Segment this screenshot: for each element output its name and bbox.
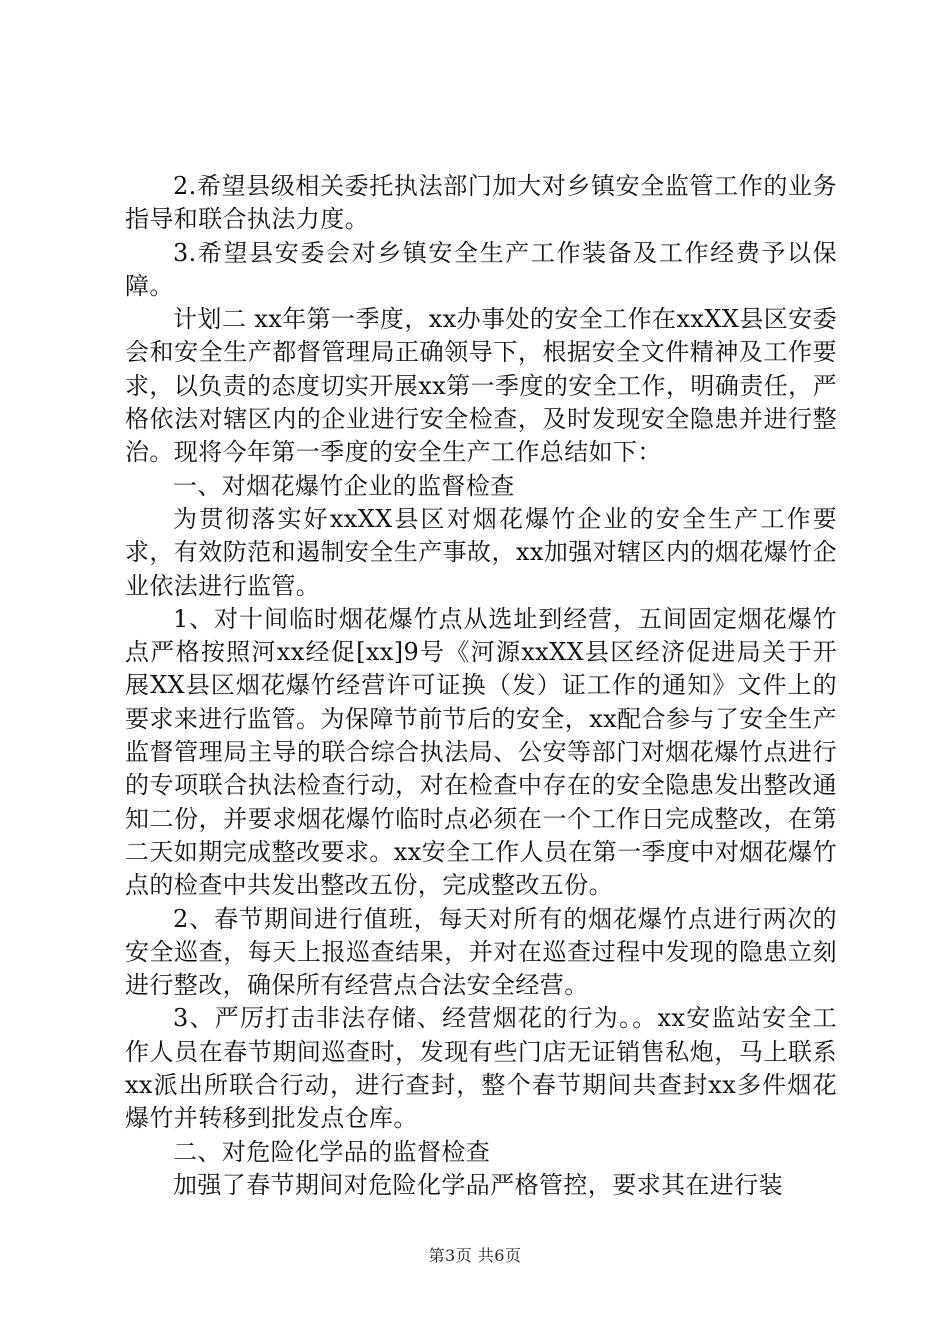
section-heading-fireworks: 一、对烟花爆竹企业的监督检查 (173, 471, 515, 500)
paragraph-fireworks-item-3: 3、严厉打击非法存储、经营烟花的行为。。xx安监站安全工作人员在春节期间巡查时，发现有些门店无证销售私炮，马上联系xx派出所联合行动，进行查封，整个春节期间共查封xx多件烟花爆竹并转移到批发点仓库。 (125, 1004, 837, 1133)
paragraph-fireworks-item-2: 2、春节期间进行值班，每天对所有的烟花爆竹点进行两次的安全巡查，每天上报巡查结果，并对在巡查过程中发现的隐患立刻进行整改，确保所有经营点合法安全经营。 (125, 904, 837, 1000)
paragraph-recommendation-3: 3.希望县安委会对乡镇安全生产工作装备及工作经费予以保障。 (125, 238, 837, 300)
page-number-footer: 第3页 共6页 (428, 1246, 522, 1265)
paragraph-plan-intro: 计划二 xx年第一季度，xx办事处的安全工作在xxXX县区安委会和安全生产都督管理局正确领导下，根据安全文件精神及工作要求，以负责的态度切实开展xx第一季度的安全工作，明确责任，严格依法对辖区内的企业进行安全检查，及时发现安全隐患并进行整治。现将今年第一季度的安全生产工作总结如下： (125, 305, 837, 467)
paragraph-chemicals-intro: 加强了春节期间对危险化学品严格管控，要求其在进行装 (173, 1170, 783, 1199)
paragraph-recommendation-2: 2.希望县级相关委托执法部门加大对乡镇安全监管工作的业务指导和联合执法力度。 (125, 172, 837, 234)
section-heading-chemicals: 二、对危险化学品的监督检查 (173, 1137, 491, 1166)
paragraph-fireworks-item-1: 1、对十间临时烟花爆竹点从选址到经营，五间固定烟花爆竹点严格按照河xx经促[xx]9号《河源xxXX县区经济促进局关于开展XX县区烟花爆竹经营许可证换（发）证工作的通知》文件上的要求来进行监管。为保障节前节后的安全，xx配合参与了安全生产监督管理局主导的联合综合执法局、公安等部门对烟花爆竹点进行的专项联合执法检查行动，对在检查中存在的安全隐患发出整改通知二份，并要求烟花爆竹临时点必须在一个工作日完成整改，在第二天如期完成整改要求。xx安全工作人员在第一季度中对烟花爆竹点的检查中共发出整改五份，完成整改五份。 (125, 604, 837, 900)
paragraph-fireworks-intro: 为贯彻落实好xxXX县区对烟花爆竹企业的安全生产工作要求，有效防范和遏制安全生产事故，xx加强对辖区内的烟花爆竹企业依法进行监管。 (125, 504, 837, 600)
document-body (125, 170, 837, 1202)
